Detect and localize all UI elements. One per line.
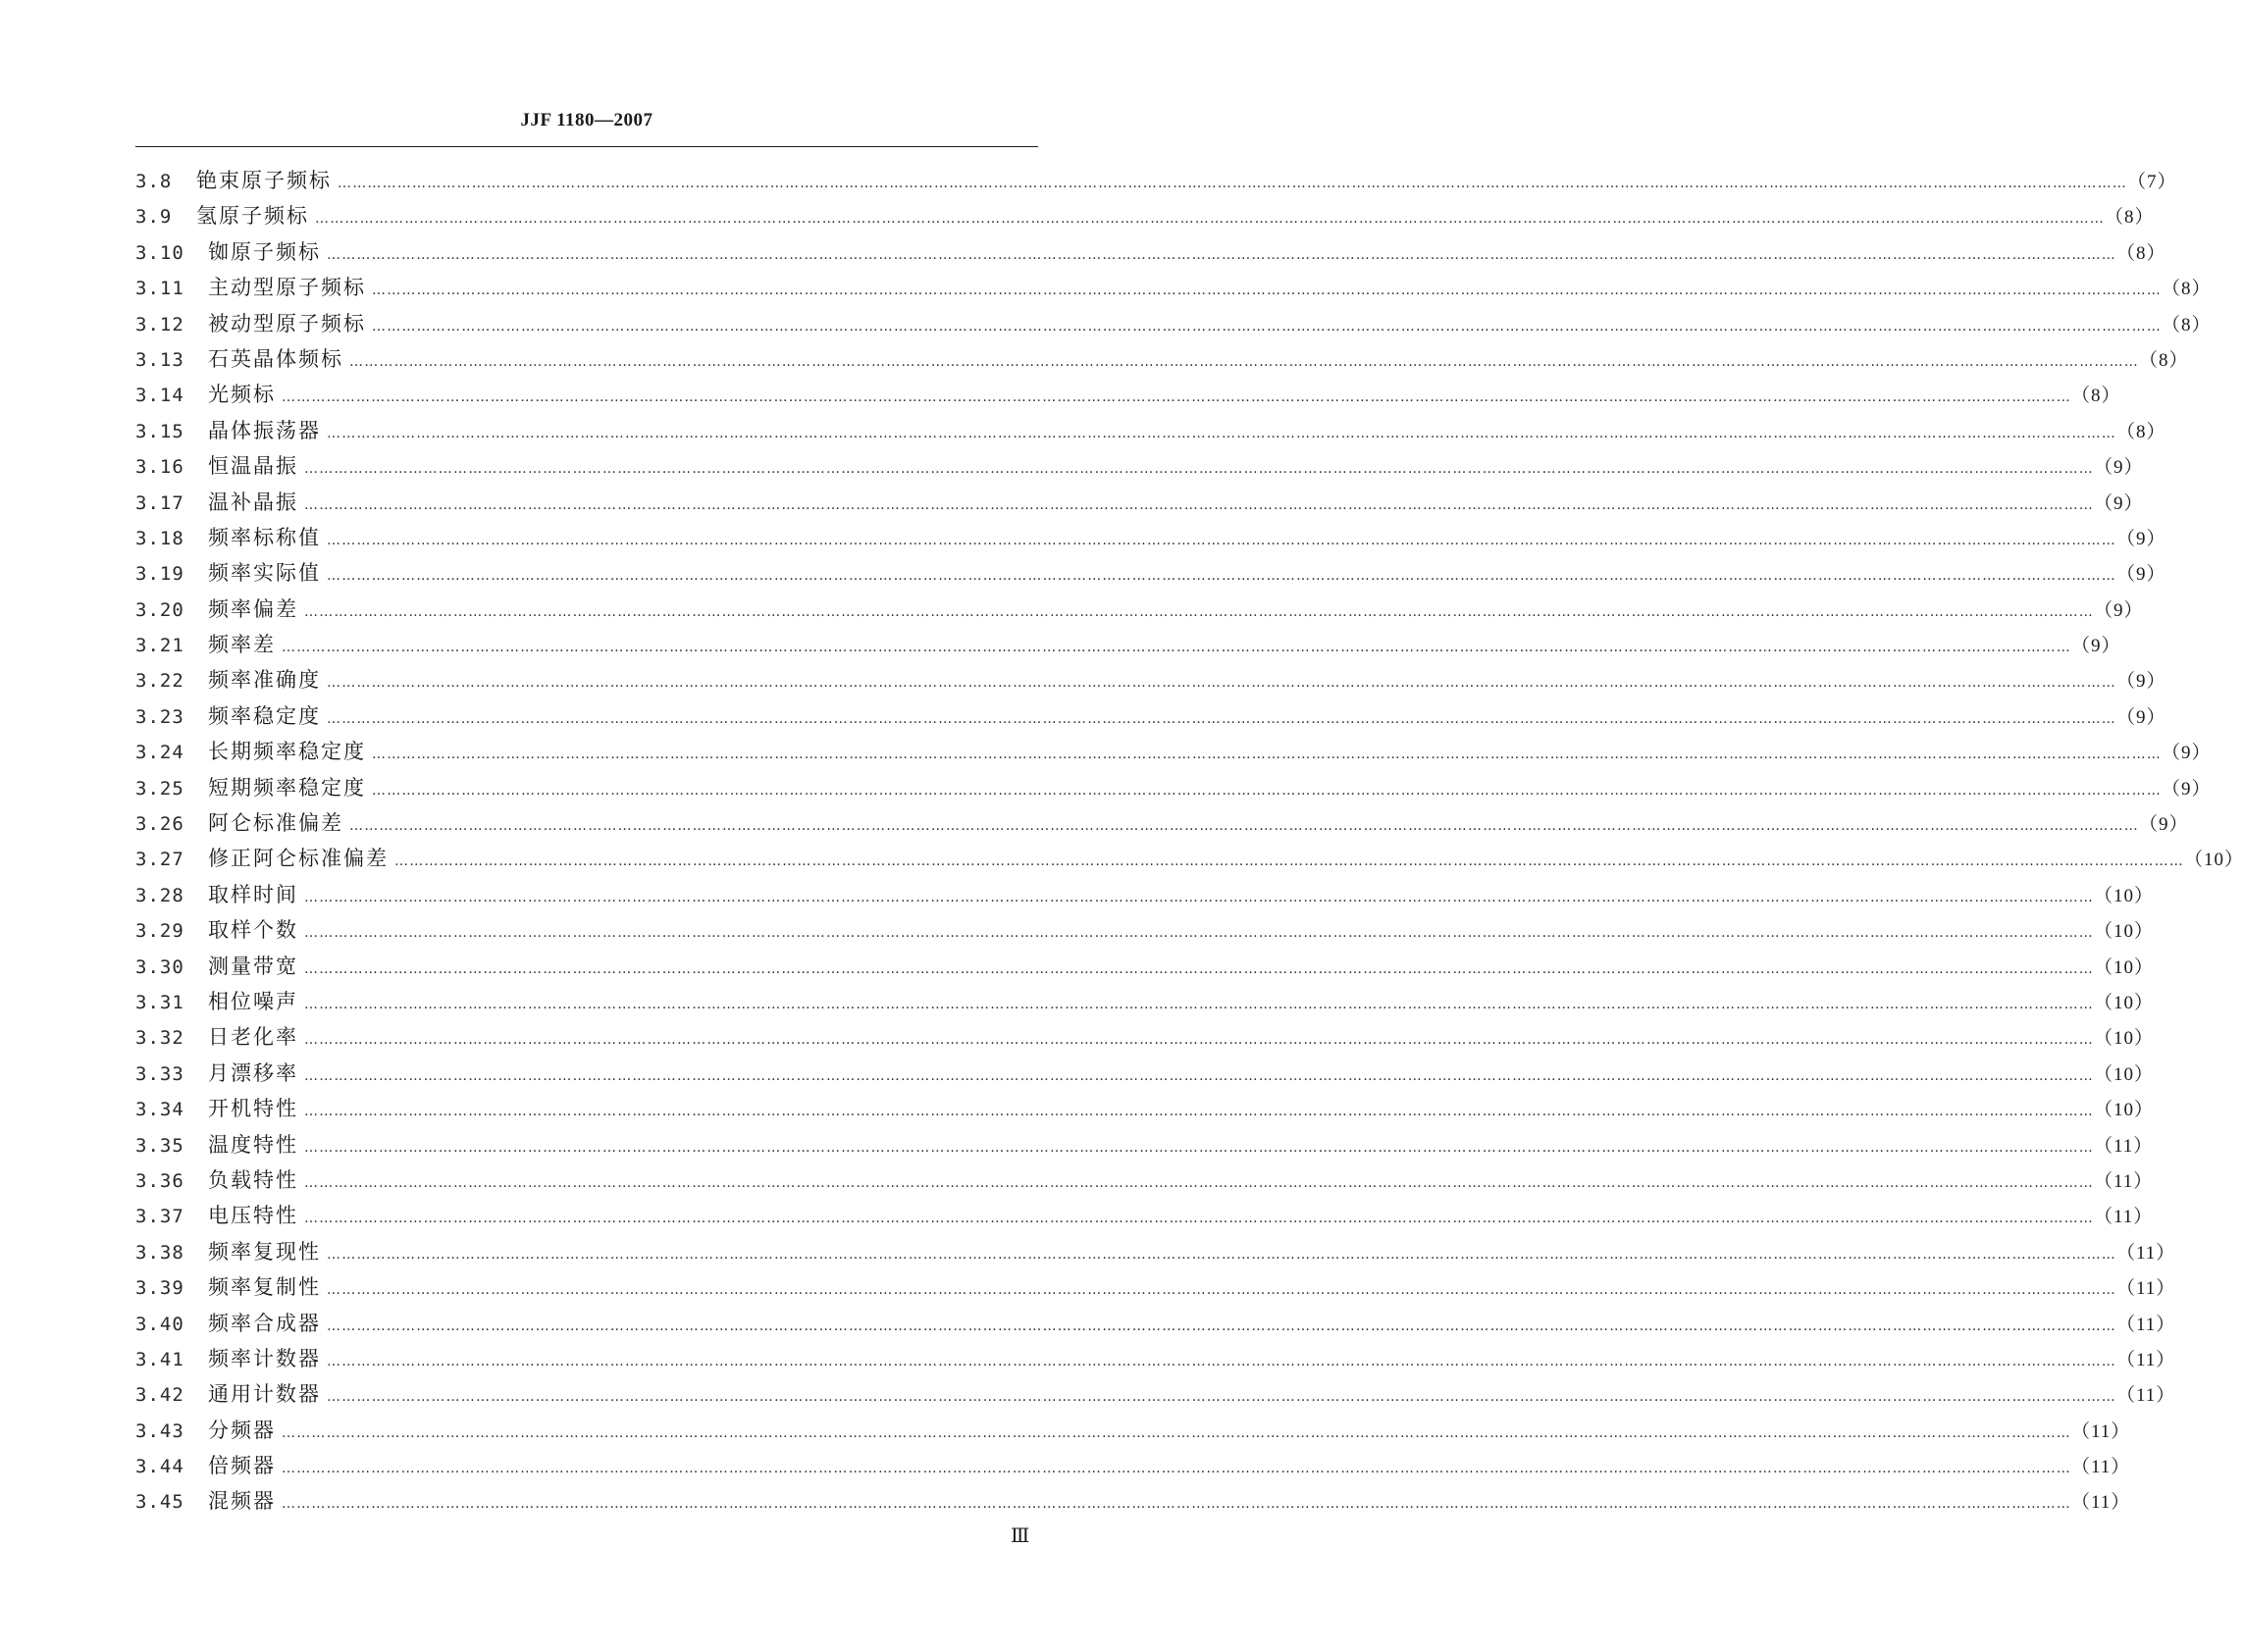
toc-dot-leader: ……………………………………………………………………………………………………………………………………………………………………………………………………………………………………………………………………………………………………………………………… — [327, 710, 2116, 727]
toc-entry-number: 3.14 — [135, 385, 184, 407]
toc-entry[interactable] — [135, 1308, 2176, 1343]
toc-entry-page: （8） — [2162, 314, 2212, 336]
toc-entry-page: （7） — [2127, 172, 2177, 192]
toc-entry-title: 频率实际值 — [208, 561, 321, 586]
toc-entry-number: 3.15 — [135, 420, 184, 442]
toc-entry-number: 3.40 — [135, 1313, 184, 1335]
toc-entry-page: （10） — [2094, 885, 2155, 906]
toc-entry[interactable] — [135, 843, 2244, 878]
toc-entry-page: （10） — [2184, 850, 2244, 871]
toc-entry-page: （8） — [2116, 421, 2166, 442]
toc-dot-leader: ……………………………………………………………………………………………………………………………………………………………………………………………………………………………………………………………………………………………………………………………… — [315, 211, 2105, 228]
toc-entry-number: 3.26 — [135, 813, 184, 836]
toc-entry-title: 长期频率稳定度 — [208, 740, 366, 764]
toc-dot-leader: ……………………………………………………………………………………………………………………………………………………………………………………………………………………………………………………………………………………………………………………………… — [338, 176, 2127, 191]
toc-entry-number: 3.20 — [135, 598, 184, 621]
toc-entry-number: 3.13 — [135, 348, 184, 371]
toc-entry[interactable] — [135, 272, 2212, 307]
toc-dot-leader: ……………………………………………………………………………………………………………………………………………………………………………………………………………………………………………………………………………………………………………………………… — [304, 603, 2094, 620]
toc-entry-number: 3.43 — [135, 1420, 184, 1442]
toc-entry-title: 混频器 — [208, 1489, 276, 1514]
toc-entry-title: 开机特性 — [208, 1097, 298, 1121]
toc-entry-title: 晶体振荡器 — [208, 418, 321, 442]
toc-entry-page: （9） — [2094, 492, 2144, 514]
toc-entry-title: 频率计数器 — [208, 1346, 321, 1370]
toc-dot-leader: ……………………………………………………………………………………………………………………………………………………………………………………………………………………………………………………………………………………………………………………………… — [327, 675, 2116, 692]
toc-entry-number: 3.45 — [135, 1491, 184, 1514]
toc-entry-page: （11） — [2116, 1385, 2176, 1407]
toc-entry-page: （11） — [2116, 1314, 2176, 1335]
toc-dot-leader: ……………………………………………………………………………………………………………………………………………………………………………………………………………………………………………………………………………………………………………………………… — [304, 1139, 2094, 1156]
toc-dot-leader: ……………………………………………………………………………………………………………………………………………………………………………………………………………………………………………………………………………………………………………………………… — [327, 532, 2116, 548]
toc-entry[interactable] — [135, 1129, 2154, 1164]
toc-entry-page: （10） — [2094, 1028, 2155, 1050]
toc-entry[interactable] — [135, 879, 2155, 914]
toc-entry[interactable] — [135, 1093, 2155, 1128]
toc-entry-page: （10） — [2094, 1063, 2155, 1085]
toc-dot-leader: ……………………………………………………………………………………………………………………………………………………………………………………………………………………………………………………………………………………………………………………………… — [327, 246, 2116, 263]
toc-entry-title: 恒温晶振 — [208, 454, 298, 479]
toc-dot-leader: ……………………………………………………………………………………………………………………………………………………………………………………………………………………………………………………………………………………………………………………………… — [304, 925, 2094, 942]
toc-entry-page: （8） — [2116, 242, 2166, 264]
toc-entry-title: 修正阿仑标准偏差 — [208, 847, 389, 871]
toc-dot-leader: ……………………………………………………………………………………………………………………………………………………………………………………………………………………………………………………………………………………………………………………………… — [372, 747, 2162, 763]
toc-dot-leader: ……………………………………………………………………………………………………………………………………………………………………………………………………………………………………………………………………………………………………………………………… — [304, 1067, 2094, 1084]
document-code-header: JJF 1180—2007 — [520, 110, 653, 130]
toc-entry[interactable] — [135, 914, 2155, 950]
toc-entry-page: （11） — [2116, 1349, 2176, 1370]
toc-entry-number: 3.27 — [135, 849, 184, 871]
toc-entry-number: 3.35 — [135, 1134, 184, 1157]
toc-entry-page: （9） — [2162, 778, 2212, 800]
toc-entry-page: （10） — [2094, 956, 2155, 978]
toc-entry-title: 负载特性 — [208, 1167, 298, 1192]
toc-dot-leader: ……………………………………………………………………………………………………………………………………………………………………………………………………………………………………………………………………………………………………………………………… — [304, 889, 2094, 905]
toc-entry[interactable] — [135, 450, 2144, 486]
toc-entry-page: （11） — [2071, 1492, 2131, 1514]
toc-entry-title: 电压特性 — [208, 1204, 298, 1228]
toc-dot-leader: ……………………………………………………………………………………………………………………………………………………………………………………………………………………………………………………………………………………………………………………………… — [327, 568, 2116, 585]
toc-entry-title: 倍频器 — [208, 1454, 276, 1478]
toc-entry-title: 石英晶体频标 — [208, 346, 343, 371]
toc-dot-leader: ……………………………………………………………………………………………………………………………………………………………………………………………………………………………………………………………………………………………………………………………… — [282, 1461, 2071, 1477]
toc-entry-title: 短期频率稳定度 — [208, 775, 366, 800]
toc-entry[interactable] — [135, 1378, 2176, 1414]
toc-entry[interactable] — [135, 200, 2155, 235]
toc-entry-number: 3.25 — [135, 777, 184, 800]
toc-entry-page: （9） — [2116, 564, 2166, 586]
toc-entry[interactable] — [135, 629, 2121, 664]
toc-entry-page: （9） — [2094, 599, 2144, 621]
toc-entry-number: 3.41 — [135, 1348, 184, 1370]
toc-dot-leader: ……………………………………………………………………………………………………………………………………………………………………………………………………………………………………………………………………………………………………………………………… — [282, 1424, 2071, 1441]
toc-dot-leader: ……………………………………………………………………………………………………………………………………………………………………………………………………………………………………………………………………………………………………………………………… — [304, 996, 2094, 1012]
toc-entry-title: 频率差 — [208, 633, 276, 657]
toc-entry-number: 3.38 — [135, 1241, 184, 1264]
toc-entry-number: 3.28 — [135, 884, 184, 906]
toc-entry-title: 频率合成器 — [208, 1311, 321, 1335]
toc-entry-number: 3.44 — [135, 1456, 184, 1478]
toc-entry-number: 3.31 — [135, 991, 184, 1013]
toc-entry-number: 3.19 — [135, 563, 184, 586]
toc-dot-leader: ……………………………………………………………………………………………………………………………………………………………………………………………………………………………………………………………………………………………………………………………… — [372, 782, 2162, 799]
toc-entry-page: （11） — [2071, 1457, 2131, 1478]
toc-dot-leader: ……………………………………………………………………………………………………………………………………………………………………………………………………………………………………………………………………………………………………………………………… — [394, 853, 2184, 870]
toc-entry-title: 光频标 — [208, 383, 276, 407]
toc-entry[interactable] — [135, 594, 2144, 629]
toc-entry[interactable] — [135, 165, 2177, 200]
toc-entry[interactable] — [135, 522, 2166, 557]
toc-entry[interactable] — [135, 343, 2189, 379]
toc-entry-title: 相位噪声 — [208, 989, 298, 1013]
toc-entry-page: （9） — [2071, 636, 2121, 657]
toc-dot-leader: ……………………………………………………………………………………………………………………………………………………………………………………………………………………………………………………………………………………………………………………………… — [282, 1496, 2071, 1513]
toc-entry-number: 3.23 — [135, 705, 184, 728]
toc-dot-leader: ……………………………………………………………………………………………………………………………………………………………………………………………………………………………………………………………………………………………………………………………… — [304, 960, 2094, 977]
toc-entry[interactable] — [135, 951, 2155, 986]
toc-entry[interactable] — [135, 772, 2212, 807]
toc-entry-title: 取样时间 — [208, 882, 298, 906]
toc-entry-title: 氢原子频标 — [196, 204, 309, 229]
toc-entry-number: 3.22 — [135, 670, 184, 693]
toc-entry-page: （10） — [2094, 992, 2155, 1013]
toc-entry-page: （9） — [2116, 671, 2166, 693]
toc-dot-leader: ……………………………………………………………………………………………………………………………………………………………………………………………………………………………………………………………………………………………………………………………… — [372, 318, 2162, 335]
toc-entry[interactable] — [135, 1200, 2154, 1235]
toc-entry-page: （11） — [2116, 1278, 2176, 1300]
toc-entry-title: 分频器 — [208, 1418, 276, 1442]
toc-dot-leader: ……………………………………………………………………………………………………………………………………………………………………………………………………………………………………………………………………………………………………………………………… — [327, 1246, 2116, 1263]
toc-entry-title: 通用计数器 — [208, 1382, 321, 1407]
toc-entry-title: 频率稳定度 — [208, 703, 321, 728]
toc-entry[interactable] — [135, 1415, 2131, 1450]
toc-entry-page: （8） — [2105, 207, 2155, 229]
toc-entry[interactable] — [135, 1164, 2154, 1200]
toc-entry-title: 铷原子频标 — [208, 239, 321, 264]
toc-entry-number: 3.9 — [135, 206, 173, 229]
toc-entry-title: 频率偏差 — [208, 596, 298, 621]
toc-dot-leader: ……………………………………………………………………………………………………………………………………………………………………………………………………………………………………………………………………………………………………………………………… — [304, 1104, 2094, 1120]
toc-dot-leader: ……………………………………………………………………………………………………………………………………………………………………………………………………………………………………………………………………………………………………………………………… — [327, 1389, 2116, 1406]
toc-dot-leader: ……………………………………………………………………………………………………………………………………………………………………………………………………………………………………………………………………………………………………………………………… — [349, 818, 2139, 835]
toc-entry-title: 铯束原子频标 — [196, 169, 332, 192]
toc-dot-leader: ……………………………………………………………………………………………………………………………………………………………………………………………………………………………………………………………………………………………………………………………… — [349, 353, 2139, 370]
toc-entry[interactable] — [135, 1485, 2131, 1521]
toc-dot-leader: ……………………………………………………………………………………………………………………………………………………………………………………………………………………………………………………………………………………………………………………………… — [304, 1174, 2094, 1191]
toc-entry-title: 日老化率 — [208, 1025, 298, 1050]
toc-entry[interactable] — [135, 1271, 2176, 1307]
toc-dot-leader: ……………………………………………………………………………………………………………………………………………………………………………………………………………………………………………………………………………………………………………………………… — [282, 389, 2071, 406]
toc-entry-page: （11） — [2071, 1420, 2131, 1442]
toc-entry-title: 温补晶振 — [208, 490, 298, 514]
toc-entry[interactable] — [135, 1021, 2155, 1057]
toc-entry-title: 频率复现性 — [208, 1239, 321, 1264]
toc-entry-number: 3.39 — [135, 1277, 184, 1300]
toc-entry-number: 3.33 — [135, 1062, 184, 1085]
toc-dot-leader: ……………………………………………………………………………………………………………………………………………………………………………………………………………………………………………………………………………………………………………………………… — [327, 425, 2116, 441]
toc-entry-number: 3.21 — [135, 635, 184, 657]
toc-entry-number: 3.17 — [135, 491, 184, 514]
toc-entry[interactable] — [135, 1343, 2176, 1378]
toc-entry-title: 频率准确度 — [208, 668, 321, 693]
toc-entry[interactable] — [135, 308, 2212, 343]
toc-entry-page: （11） — [2094, 1170, 2154, 1192]
toc-entry[interactable] — [135, 236, 2166, 272]
toc-entry[interactable] — [135, 986, 2155, 1021]
toc-entry-number: 3.32 — [135, 1027, 184, 1050]
toc-dot-leader: ……………………………………………………………………………………………………………………………………………………………………………………………………………………………………………………………………………………………………………………………… — [304, 1032, 2094, 1049]
toc-dot-leader: ……………………………………………………………………………………………………………………………………………………………………………………………………………………………………………………………………………………………………………………………… — [304, 461, 2094, 478]
toc-entry-title: 频率标称值 — [208, 525, 321, 549]
toc-entry-page: （8） — [2139, 349, 2189, 371]
toc-entry-page: （8） — [2162, 279, 2212, 300]
toc-dot-leader: ……………………………………………………………………………………………………………………………………………………………………………………………………………………………………………………………………………………………………………………………… — [304, 1211, 2094, 1227]
toc-entry-title: 主动型原子频标 — [208, 276, 366, 300]
toc-entry-title: 月漂移率 — [208, 1060, 298, 1085]
toc-entry-number: 3.29 — [135, 920, 184, 943]
toc-entry-page: （9） — [2139, 814, 2189, 836]
toc-entry-page: （11） — [2116, 1242, 2176, 1264]
toc-entry[interactable] — [135, 664, 2166, 699]
toc-entry-page: （10） — [2094, 1100, 2155, 1121]
toc-entry-page: （11） — [2094, 1135, 2154, 1157]
toc-dot-leader: ……………………………………………………………………………………………………………………………………………………………………………………………………………………………………………………………………………………………………………………………… — [327, 1353, 2116, 1369]
toc-entry-number: 3.11 — [135, 278, 184, 300]
toc-entry[interactable] — [135, 379, 2121, 414]
toc-entry-page: （10） — [2094, 921, 2155, 943]
toc-entry-page: （9） — [2116, 528, 2166, 549]
toc-dot-leader: ……………………………………………………………………………………………………………………………………………………………………………………………………………………………………………………………………………………………………………………………… — [327, 1317, 2116, 1334]
toc-entry[interactable] — [135, 1236, 2176, 1271]
toc-entry-title: 频率复制性 — [208, 1275, 321, 1300]
toc-entry[interactable] — [135, 415, 2166, 450]
toc-entry-title: 取样个数 — [208, 918, 298, 943]
toc-entry-number: 3.30 — [135, 955, 184, 978]
toc-entry-page: （8） — [2071, 386, 2121, 407]
toc-entry-number: 3.16 — [135, 456, 184, 479]
toc-entry-number: 3.24 — [135, 742, 184, 764]
toc-entry-number: 3.8 — [135, 171, 173, 192]
toc-entry-page: （9） — [2116, 706, 2166, 728]
toc-entry-number: 3.12 — [135, 313, 184, 336]
toc-dot-leader: ……………………………………………………………………………………………………………………………………………………………………………………………………………………………………………………………………………………………………………………………… — [282, 640, 2071, 656]
toc-entry-number: 3.37 — [135, 1206, 184, 1228]
toc-entry-number: 3.36 — [135, 1169, 184, 1192]
toc-entry-title: 被动型原子频标 — [208, 311, 366, 336]
toc-entry[interactable] — [135, 487, 2144, 522]
toc-dot-leader: ……………………………………………………………………………………………………………………………………………………………………………………………………………………………………………………………………………………………………………………………… — [304, 496, 2094, 513]
toc-entry-title: 温度特性 — [208, 1132, 298, 1157]
toc-entry[interactable] — [135, 736, 2212, 771]
toc-entry[interactable] — [135, 807, 2189, 843]
toc-entry[interactable] — [135, 1450, 2131, 1485]
toc-entry-number: 3.10 — [135, 241, 184, 264]
toc-dot-leader: ……………………………………………………………………………………………………………………………………………………………………………………………………………………………………………………………………………………………………………………………… — [327, 1282, 2116, 1299]
toc-entry-number: 3.34 — [135, 1099, 184, 1121]
toc-entry-number: 3.42 — [135, 1384, 184, 1407]
toc-entry-title: 测量带宽 — [208, 954, 298, 978]
header-divider — [135, 146, 1038, 147]
toc-entry-number: 3.18 — [135, 527, 184, 549]
toc-dot-leader: ……………………………………………………………………………………………………………………………………………………………………………………………………………………………………………………………………………………………………………………………… — [372, 283, 2162, 299]
toc-entry[interactable] — [135, 557, 2166, 593]
toc-entry-page: （9） — [2162, 743, 2212, 764]
toc-entry-page: （9） — [2094, 457, 2144, 479]
toc-entry[interactable] — [135, 700, 2166, 736]
toc-entry[interactable] — [135, 1058, 2155, 1093]
page-number: Ⅲ — [1011, 1525, 1030, 1547]
toc-entry-page: （11） — [2094, 1207, 2154, 1228]
toc-entry-title: 阿仑标准偏差 — [208, 811, 343, 836]
table-of-contents — [135, 165, 2244, 1522]
